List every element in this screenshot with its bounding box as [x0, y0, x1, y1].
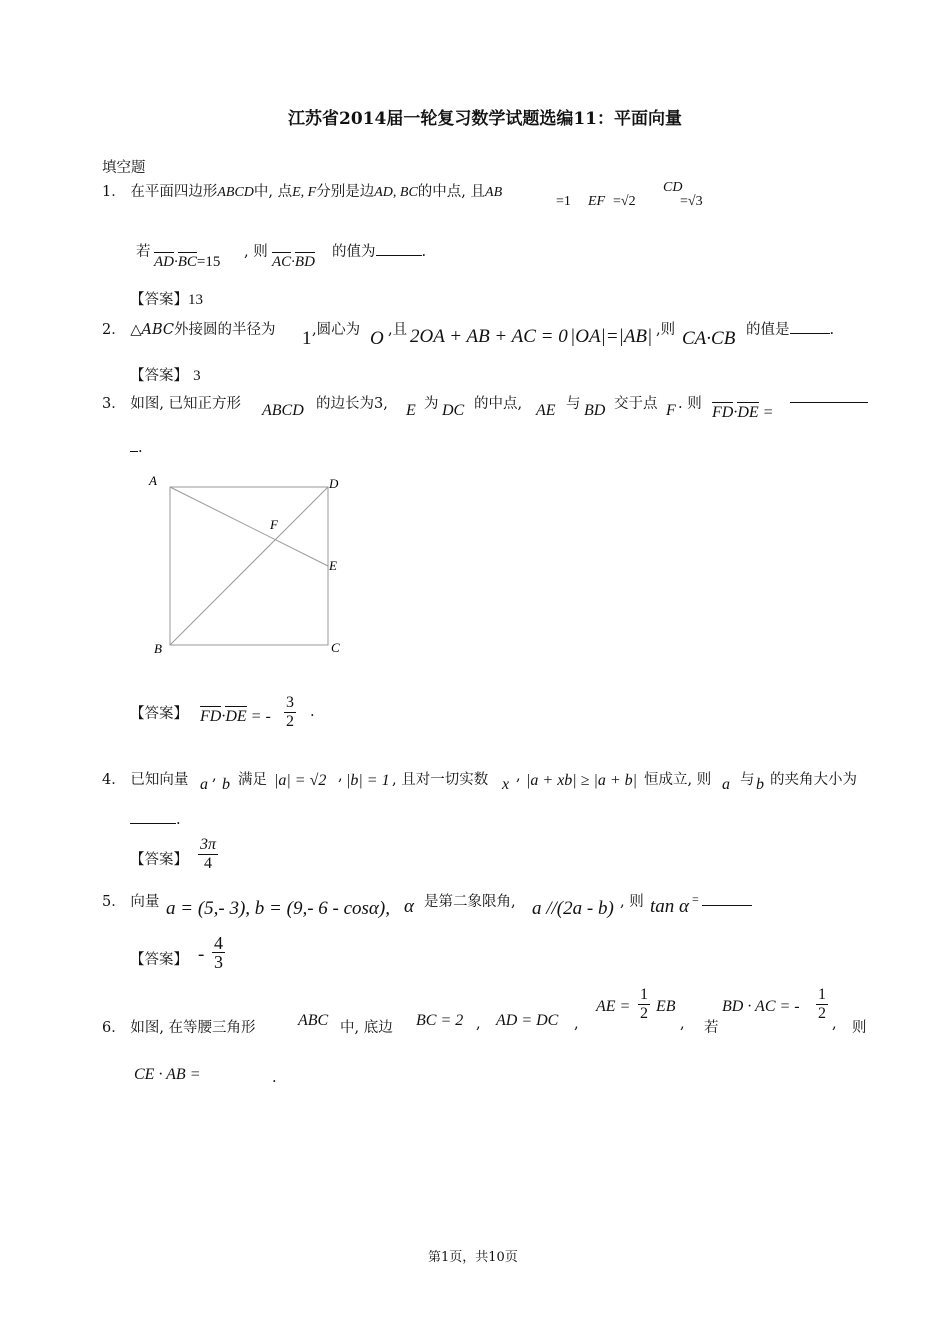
label-f: F [270, 517, 278, 532]
vector-ad: AD·BC=15 [154, 254, 221, 270]
page-footer: 第1页，共10页 [428, 1250, 518, 1265]
label-b: B [154, 641, 162, 656]
question-4: 4． 已知向量 [102, 772, 189, 788]
question-1-line-1: 1． 在平面四边形ABCD中, 点E, F分别是边AD, BC的中点, 且AB [102, 184, 503, 200]
label-a: A [149, 473, 157, 488]
question-3: 3． 如图, 已知正方形 [102, 396, 242, 412]
vector-ac-bd: AC·BD [272, 254, 315, 270]
answer-4: $\frac{3\pi}{4}$ [200, 836, 217, 872]
answer-5: $\frac{4}{3}$ [214, 933, 223, 972]
question-2: 2． △ABC外接圆的半径为 [102, 322, 276, 338]
answer-3: FD·DE = - [200, 708, 271, 725]
label-e: E [329, 558, 337, 573]
answer-4-label: 【答案】 [130, 852, 188, 868]
question-6: 6． 如图, 在等腰三角形 [102, 1020, 256, 1036]
question-5: 5． 向量 [102, 894, 160, 910]
answer-2: 【答案】 3 [130, 368, 201, 384]
diagonal-bd [170, 487, 328, 645]
question-number: 1． [102, 184, 126, 200]
square-figure [140, 470, 360, 660]
label-d: D [329, 476, 339, 491]
answer-blank [790, 402, 868, 403]
segment-ae [170, 487, 328, 566]
answer-5-label: 【答案】 [130, 952, 188, 968]
label-c: C [331, 640, 340, 655]
section-heading: 填空题 [102, 160, 146, 176]
vector-equation: 2OA + AB + AC = 0 [410, 326, 568, 347]
answer-3-label: 【答案】 [130, 706, 188, 722]
question-6-expression: CE · AB = [134, 1066, 201, 1083]
answer-1: 【答案】13 [130, 292, 203, 308]
page-title: 江苏省2014届一轮复习数学试题选编11：平面向量 [288, 109, 682, 129]
